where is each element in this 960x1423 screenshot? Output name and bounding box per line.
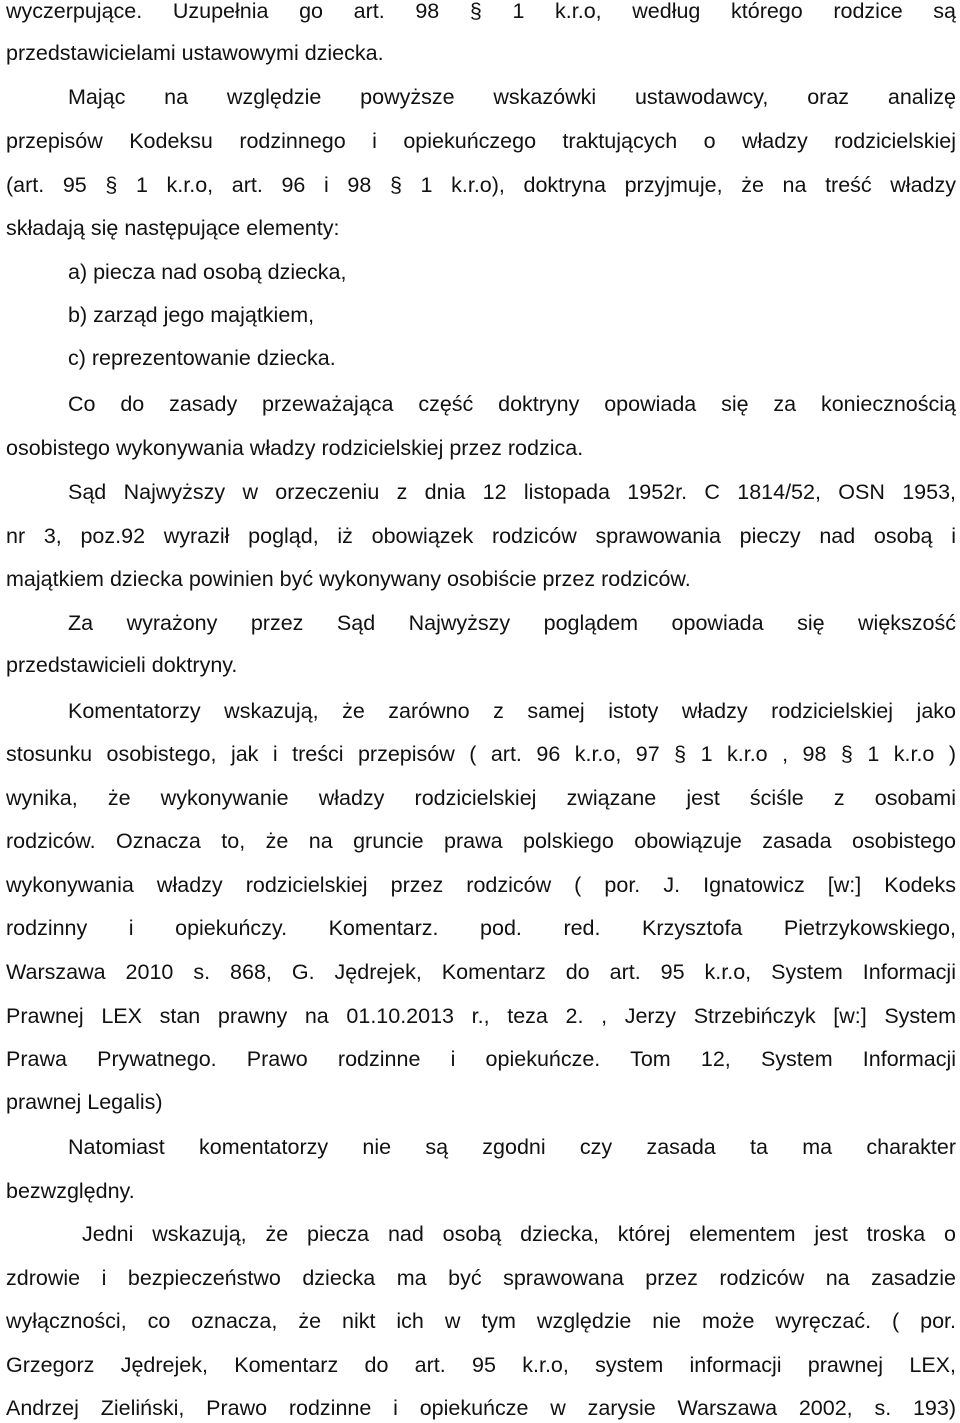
text-line: Grzegorz Jędrejek, Komentarz do art. 95 k.r.o, system informacji prawnej LEX, [6,1353,956,1377]
text-line: rodzinny i opiekuńczy. Komentarz. pod. red. Krzysztofa Pietrzykowskiego, [6,916,956,940]
text-line: (art. 95 § 1 k.r.o, art. 96 i 98 § 1 k.r.o), doktryna przyjmuje, że na treść władzy [6,173,956,197]
text-line: przedstawicielami ustawowymi dziecka. [6,41,384,65]
list-item: a) piecza nad osobą dziecka, [68,260,347,284]
text-line: Sąd Najwyższy w orzeczeniu z dnia 12 listopada 1952r. C 1814/52, OSN 1953, [68,480,956,504]
text-line: przepisów Kodeksu rodzinnego i opiekuńczego traktujących o władzy rodzicielskiej [6,129,956,153]
text-line: rodziców. Oznacza to, że na gruncie prawa polskiego obowiązuje zasada osobistego [6,829,956,853]
text-line: wynika, że wykonywanie władzy rodzicielskiej związane jest ściśle z osobami [6,786,956,810]
text-line: Warszawa 2010 s. 868, G. Jędrejek, Komentarz do art. 95 k.r.o, System Informacji [6,960,956,984]
text-line: składają się następujące elementy: [6,216,340,240]
list-item: b) zarząd jego majątkiem, [68,303,315,327]
text-line: wyczerpujące. Uzupełnia go art. 98 § 1 k.r.o, według którego rodzice są [6,0,956,23]
text-line: Jedni wskazują, że piecza nad osobą dziecka, której elementem jest troska o [82,1222,956,1246]
text-line: wykonywania władzy rodzicielskiej przez rodziców ( por. J. Ignatowicz [w:] Kodeks [6,873,956,897]
text-line: Andrzej Zieliński, Prawo rodzinne i opiekuńcze w zarysie Warszawa 2002, s. 193) [6,1396,956,1420]
text-line: zdrowie i bezpieczeństwo dziecka ma być sprawowana przez rodziców na zasadzie [6,1266,956,1290]
text-line: Natomiast komentatorzy nie są zgodni czy zasada ta ma charakter [68,1135,956,1159]
text-line: nr 3, poz.92 wyraził pogląd, iż obowiązek rodziców sprawowania pieczy nad osobą i [6,524,956,548]
text-line: bezwzględny. [6,1179,135,1203]
text-line: osobistego wykonywania władzy rodzicielskiej przez rodzica. [6,436,584,460]
list-item: c) reprezentowanie dziecka. [68,346,336,370]
text-line: Prawnej LEX stan prawny na 01.10.2013 r., teza 2. , Jerzy Strzebińczyk [w:] System [6,1004,956,1028]
text-line: stosunku osobistego, jak i treści przepisów ( art. 96 k.r.o, 97 § 1 k.r.o , 98 § 1 k.r.o ) [6,742,956,766]
text-line: Za wyrażony przez Sąd Najwyższy poglądem opowiada się większość [68,611,956,635]
text-line: wyłączności, co oznacza, że nikt ich w tym względzie nie może wyręczać. ( por. [6,1309,956,1333]
text-line: prawnej Legalis) [6,1090,163,1114]
text-line: Prawa Prywatnego. Prawo rodzinne i opiekuńcze. Tom 12, System Informacji [6,1047,956,1071]
text-line: majątkiem dziecka powinien być wykonywany osobiście przez rodziców. [6,567,691,591]
text-line: Mając na względzie powyższe wskazówki ustawodawcy, oraz analizę [68,85,956,109]
text-line: Komentatorzy wskazują, że zarówno z samej istoty władzy rodzicielskiej jako [68,699,956,723]
text-line: przedstawicieli doktryny. [6,653,238,677]
text-line: Co do zasady przeważająca część doktryny opowiada się za koniecznością [68,392,956,416]
